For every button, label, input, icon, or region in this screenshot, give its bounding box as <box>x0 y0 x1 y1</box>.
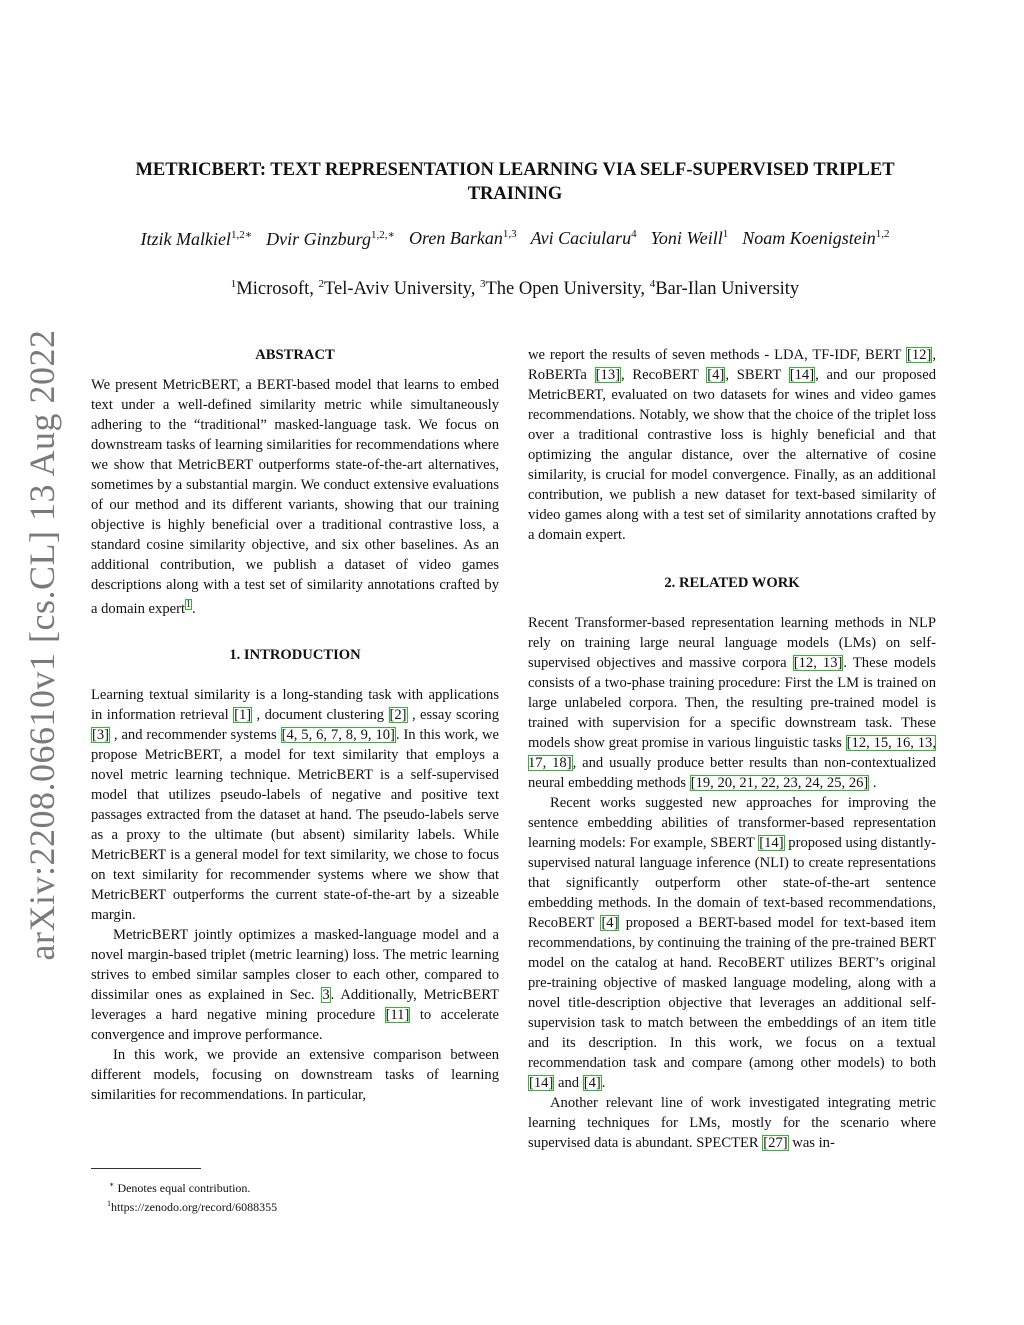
citation-link[interactable]: [2] <box>389 706 407 723</box>
citation-link[interactable]: [27] <box>763 1135 788 1151</box>
citation-link[interactable]: [4, 5, 6, 7, 8, 9, 10] <box>281 726 395 743</box>
citation-link[interactable]: [11] <box>385 1006 410 1023</box>
citation-link[interactable]: [12, 15, 16, 13, 17, 18] <box>528 735 936 771</box>
footnote-link[interactable]: 1 <box>186 599 192 610</box>
author: Yoni Weill$^1$ <box>650 228 729 248</box>
footnote-equal-contribution: ∗ Denotes equal contribution. <box>109 1180 251 1195</box>
section-link[interactable]: 3 <box>322 986 330 1003</box>
related-paragraph-3: Another relevant line of work investigated integrating metric learning techniques for LMs, mostly for the scenario where supervised data is abundant. SPECTER [27] was in- <box>528 1095 936 1151</box>
introduction-heading: 1. INTRODUCTION <box>229 646 361 663</box>
citation-link[interactable]: [3] <box>92 726 110 743</box>
title-line-1: METRICBERT: TEXT REPRESENTATION LEARNING VIA SELF-SUPERVISED TRIPLET <box>135 160 895 180</box>
title-line-2: TRAINING <box>467 184 563 204</box>
abstract-text: We present MetricBERT, a BERT-based model that learns to embed text under a well-defined similarity metric while simultaneously adhering to the “traditional” masked-language task. We focus on downstream tasks of learning similarities for recommendations where we show that MetricBERT outperforms state-of-the-art alternatives, sometimes by a substantial margin. We conduct extensive evaluations of our method and its different variants, showing that our training objective is highly beneficial over a traditional contrastive loss, a standard cosine similarity objective, and six other baselines. As an additional contribution, we publish a dataset of video games descriptions along with a test set of similarity annotations crafted by a domain expert$^1$. <box>91 377 499 617</box>
left-column <box>91 345 499 1105</box>
affiliations: $^1$Microsoft, $^2$Tel-Aviv University, $^3$The Open University, $^4$Bar-Ilan University <box>230 278 800 300</box>
footnote-dataset-link: $^1$https://zenodo.org/record/6088355 <box>107 1199 278 1214</box>
author: Oren Barkan$^{1,3}$ <box>409 228 517 248</box>
citation-link[interactable]: [12, 13] <box>793 655 843 671</box>
paper-title <box>90 158 940 206</box>
citation-link[interactable]: [1] <box>234 706 252 723</box>
author: Itzik Malkiel$^{1,2∗}$ <box>140 229 253 249</box>
citation-link[interactable]: [13] <box>595 367 620 383</box>
intro-paragraph-2: MetricBERT jointly optimizes a masked-language model and a novel margin-based triplet (metric learning) loss. The metric learning strives to embed similar samples closer to each other, compared to dissimilar ones as explained in Sec. 3. Additionally, MetricBERT leverages a hard negative mining procedure [11] to accelerate convergence and improve performance. <box>91 926 499 1043</box>
citation-link[interactable]: [19, 20, 21, 22, 23, 24, 25, 26] <box>690 775 869 791</box>
citation-link[interactable]: [14] <box>789 367 815 383</box>
citation-link[interactable]: [4] <box>707 367 725 383</box>
author: Dvir Ginzburg$^{1,2,∗}$ <box>266 229 395 249</box>
citation-link[interactable]: [4] <box>601 915 619 931</box>
author-list <box>80 228 950 250</box>
right-column <box>528 345 936 1153</box>
footnote-rule <box>91 1168 201 1169</box>
author: Noam Koenigstein$^{1,2}$ <box>742 228 890 248</box>
intro-continuation: we report the results of seven methods - LDA, TF-IDF, BERT [12], RoBERTa [13], RecoBERT [4], SBERT [14], and our proposed MetricBERT, evaluated on two datasets for wines and video games recommendations. Notably, we show that the choice of the triplet loss over a traditional contrastive loss is highly beneficial and that optimizing the angular distance, over the alternative of cosine similarity, is crucial for model convergence. Finally, as an additional contribution, we publish a new dataset for text-based similarity of video games along with a test set of similarity annotations crafted by a domain expert. <box>528 347 937 543</box>
citation-link[interactable]: [4] <box>583 1075 601 1091</box>
citation-link[interactable]: [12] <box>907 347 932 363</box>
arxiv-identifier: arXiv:2208.06610v1 [cs.CL] 13 Aug 2022 <box>22 329 62 961</box>
related-paragraph-2: Recent works suggested new approaches for improving the sentence embedding abilities of transformer-based representation learning models: For example, SBERT [14] proposed using distantly-supervised natural language inference (NLI) to create representations that significantly outperform other state-of-the-art sentence embedding methods. In the domain of text-based recommendations, RecoBERT [4] proposed a BERT-based model for text-based item recommendations, by continuing the training of the pre-trained BERT model on the catalog at hand. RecoBERT utilizes BERT’s original pre-training objective of masked language modeling, along with a novel title-description objective that leverages an additional self-supervision task to match between the embeddings of an item title and its description. In this work, we focus on a textual recommendation task and compare (among other models) to both [14] and [4]. <box>528 795 936 1091</box>
intro-paragraph-3: In this work, we provide an extensive comparison between different models, focusing on downstream tasks of learning similarities for recommendations. In particular, <box>91 1046 499 1103</box>
citation-link[interactable]: [14] <box>759 835 784 851</box>
related-paragraph-1: Recent Transformer-based representation learning methods in NLP rely on training large neural language models (LMs) on self-supervised objectives and massive corpora [12, 13]. These models consists of a two-phase training procedure: First the LM is trained on large unlabeled corpora. Then, the resulting pre-trained model is trained with supervision for a specific downstream task. These models show great promise in various linguistic tasks [12, 15, 16, 13, 17, 18], and usually produce better results than non-contextualized neural embedding methods [19, 20, 21, 22, 23, 24, 25, 26] . <box>528 615 936 791</box>
citation-link[interactable]: [14] <box>529 1075 554 1091</box>
abstract-heading: ABSTRACT <box>255 347 335 363</box>
author: Avi Caciularu$^4$ <box>530 228 637 248</box>
related-work-heading: 2. RELATED WORK <box>664 575 800 591</box>
footnotes <box>91 1168 391 1215</box>
intro-paragraph-1: Learning textual similarity is a long-standing task with applications in information retrieval [1] , document clustering [2] , essay scoring [3] , and recommender systems [4, 5, 6, 7, 8, 9, 10]. In this work, we propose MetricBERT, a model for text similarity that employs a novel metric learning technique. MetricBERT is a self-supervised model that utilizes pseudo-labels of negative and positive text passages extracted from the dataset at hand. The pseudo-labels serve as a proxy to the ultimate (but absent) similarity labels. While MetricBERT is a general model for text similarity, we chose to focus on text similarity for recommender systems where we show that MetricBERT outperforms the current state-of-the-art by a sizeable margin. <box>91 686 499 923</box>
